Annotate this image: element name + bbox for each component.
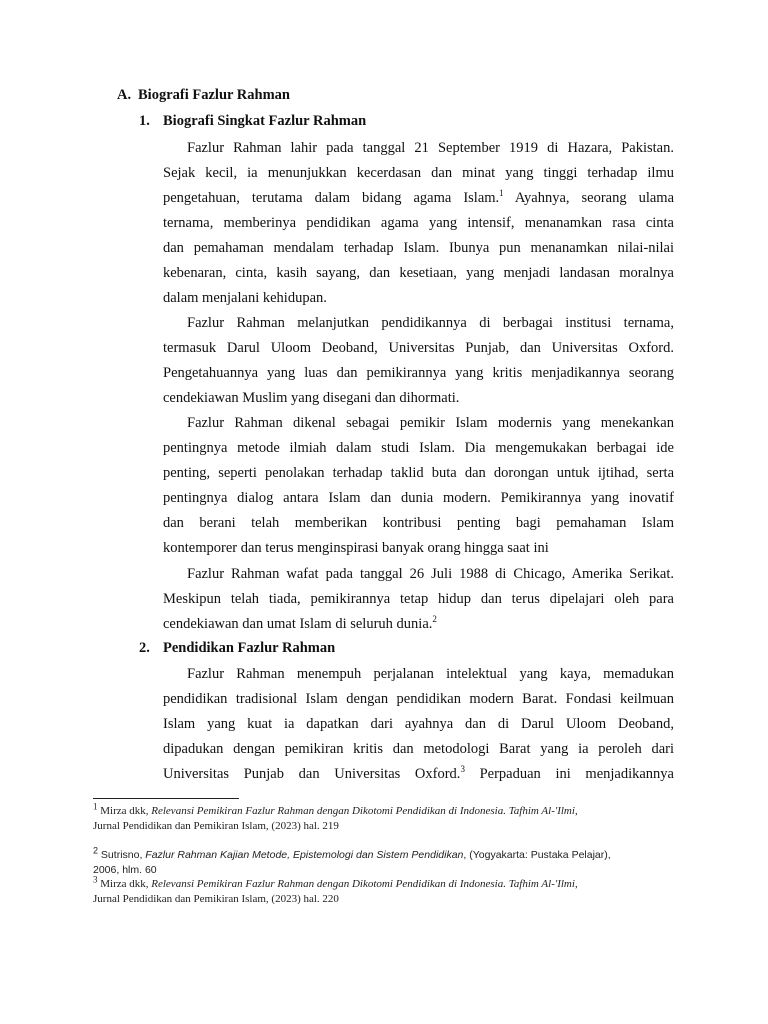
section-heading — [117, 87, 290, 104]
text-line: penting, seperti penolakan terhadap taklid buta dan dorongan untuk ijtihad, serta — [163, 465, 674, 481]
text-line: Islam yang kuat ia dapatkan dari ayahnya dan di Darul Uloom Deoband, — [163, 716, 674, 732]
text-line: termasuk Darul Uloom Deoband, Universitas Punjab, dan Universitas Oxford. — [163, 340, 674, 356]
text-line: Fazlur Rahman melanjutkan pendidikannya di berbagai institusi ternama, — [187, 315, 674, 331]
footnote-ref[interactable]: 1 — [499, 188, 504, 199]
subsection-heading-1 — [139, 113, 366, 130]
subsection-title: Pendidikan Fazlur Rahman — [163, 640, 336, 656]
text-line: ternama, memberinya pendidikan agama yang intensif, menanamkan rasa cinta — [163, 215, 674, 231]
text-line: Fazlur Rahman menempuh perjalanan intelektual yang kaya, memadukan — [187, 666, 674, 682]
text-line: dan berani telah memberikan kontribusi penting bagi pemahaman Islam — [163, 515, 674, 531]
text-line: kontemporer dan terus menginspirasi banyak orang hingga saat ini — [163, 540, 549, 556]
text-line: Universitas Punjab dan Universitas Oxford.$^3$ Perpaduan ini menjadikannya — [163, 764, 674, 782]
section-title: Biografi Fazlur Rahman — [138, 87, 290, 103]
text-line: dalam menjalani kehidupan. — [163, 290, 327, 306]
footnote-mark: 3 — [93, 874, 98, 885]
footnote-3: $^3$ Mirza dkk, Relevansi Pemikiran Fazlur Rahman dengan Dikotomi Pendidikan di Indonesia. Tafhim Al-'Ilmi, Jurnal Pendidikan dan Pemikiran Islam, (2023) hal. 220 — [93, 874, 578, 905]
text-line: Fazlur Rahman wafat pada tanggal 26 Juli 1988 di Chicago, Amerika Serikat. — [187, 566, 674, 582]
text-line: cendekiawan Muslim yang disegani dan dihormati. — [163, 390, 460, 406]
paragraph-2 — [163, 311, 674, 411]
paragraph-3 — [163, 411, 674, 561]
paragraph-1 — [163, 136, 674, 311]
text-line: pendidikan tradisional Islam dengan pendidikan modern Barat. Fondasi keilmuan — [163, 691, 674, 707]
text-line: pentingnya metode ilmiah dalam studi Islam. Dia mengemukakan berbagai ide — [163, 440, 674, 456]
text-line: Fazlur Rahman dikenal sebagai pemikir Islam modernis yang menekankan — [187, 415, 674, 431]
paragraph-5 — [163, 662, 674, 787]
footnote-2: $^2$ Sutrisno, Fazlur Rahman Kajian Metode, Epistemologi dan Sistem Pendidikan, (Yogyakarta: Pustaka Pelajar), 2006, hlm. 60 — [93, 845, 611, 876]
text-line: Fazlur Rahman lahir pada tanggal 21 September 1919 di Hazara, Pakistan. — [187, 140, 674, 156]
text-line: dan pemahaman mendalam terhadap Islam. Ibunya pun menanamkan nilai-nilai — [163, 240, 674, 256]
subsection-heading-2 — [139, 640, 335, 657]
section-number: A. — [117, 87, 132, 103]
text-line: pengetahuan, terutama dalam bidang agama Islam.$^1$ Ayahnya, seorang ulama — [163, 188, 675, 206]
subsection-number: 1. — [139, 113, 150, 129]
text-line: dipadukan dengan pemikiran kritis dan metodologi Barat yang ia peroleh dari — [163, 741, 674, 757]
footnote-ref[interactable]: 2 — [432, 614, 437, 625]
footnote-1: $^1$ Mirza dkk, Relevansi Pemikiran Fazlur Rahman dengan Dikotomi Pendidikan di Indonesia. Tafhim Al-'Ilmi, Jurnal Pendidikan dan Pemikiran Islam, (2023) hal. 219 — [93, 801, 578, 832]
text-line: Pengetahuannya yang luas dan pemikirannya yang kritis menjadikannya seorang — [163, 365, 674, 381]
paragraph-4 — [163, 562, 674, 637]
subsection-title: Biografi Singkat Fazlur Rahman — [163, 113, 367, 129]
footnote-separator — [93, 798, 239, 799]
text-line: pentingnya dialog antara Islam dan dunia modern. Pemikirannya yang inovatif — [163, 490, 674, 506]
text-line: Sejak kecil, ia menunjukkan kecerdasan dan minat yang tinggi terhadap ilmu — [163, 165, 674, 181]
text-line: cendekiawan dan umat Islam di seluruh dunia.$^2$ — [163, 614, 437, 632]
footnote-ref[interactable]: 3 — [460, 764, 465, 775]
text-line: kebenaran, cinta, kasih sayang, dan kesetiaan, yang menjadi landasan moralnya — [163, 265, 674, 281]
subsection-number: 2. — [139, 640, 150, 656]
text-line: Meskipun telah tiada, pemikirannya tetap hidup dan terus dipelajari oleh para — [163, 591, 674, 607]
footnote-mark: 2 — [93, 845, 99, 856]
footnote-mark: 1 — [93, 801, 98, 812]
